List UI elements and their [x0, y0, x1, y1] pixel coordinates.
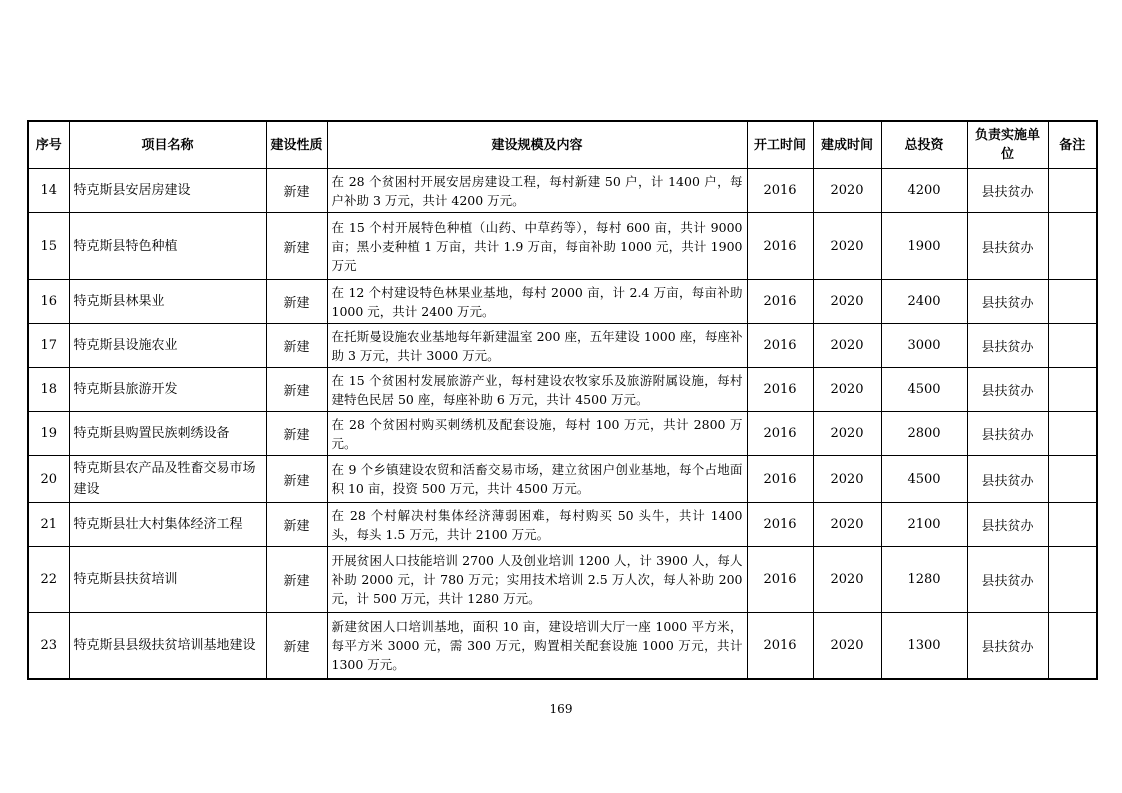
cell-investment: 1300: [881, 613, 967, 679]
cell-investment: 4500: [881, 368, 967, 412]
cell-unit: 县扶贫办: [967, 412, 1048, 456]
table-row: [28, 547, 1097, 613]
cell-unit: 县扶贫办: [967, 503, 1048, 547]
cell-remark: [1048, 280, 1097, 324]
cell-investment: 1280: [881, 547, 967, 613]
cell-name: 特克斯县扶贫培训: [69, 547, 266, 613]
cell-name: 特克斯县安居房建设: [69, 169, 266, 213]
cell-start: 2016: [747, 169, 813, 213]
cell-seq: 15: [28, 213, 69, 280]
cell-investment: 4500: [881, 456, 967, 503]
table-row: [28, 456, 1097, 503]
cell-investment: 3000: [881, 324, 967, 368]
cell-seq: 18: [28, 368, 69, 412]
table-row: [28, 280, 1097, 324]
cell-start: 2016: [747, 324, 813, 368]
cell-remark: [1048, 213, 1097, 280]
table-row: [28, 503, 1097, 547]
project-table: [27, 120, 1098, 680]
cell-nature: 新建: [266, 324, 327, 368]
cell-start: 2016: [747, 280, 813, 324]
header-investment: 总投资: [881, 121, 967, 169]
cell-remark: [1048, 613, 1097, 679]
cell-remark: [1048, 412, 1097, 456]
cell-start: 2016: [747, 412, 813, 456]
cell-start: 2016: [747, 547, 813, 613]
cell-nature: 新建: [266, 280, 327, 324]
header-content: 建设规模及内容: [327, 121, 747, 169]
cell-content: 在 28 个贫困村开展安居房建设工程，每村新建 50 户，计 1400 户，每户补助 3 万元，共计 4200 万元。: [327, 169, 747, 213]
cell-investment: 2800: [881, 412, 967, 456]
cell-remark: [1048, 547, 1097, 613]
cell-name: 特克斯县壮大村集体经济工程: [69, 503, 266, 547]
cell-unit: 县扶贫办: [967, 613, 1048, 679]
cell-nature: 新建: [266, 503, 327, 547]
cell-unit: 县扶贫办: [967, 547, 1048, 613]
cell-content: 在 9 个乡镇建设农贸和活畜交易市场，建立贫困户创业基地，每个占地面积 10 亩，投资 500 万元，共计 4500 万元。: [327, 456, 747, 503]
cell-remark: [1048, 368, 1097, 412]
header-seq: 序号: [28, 121, 69, 169]
cell-seq: 23: [28, 613, 69, 679]
cell-nature: 新建: [266, 456, 327, 503]
cell-end: 2020: [813, 324, 881, 368]
cell-seq: 19: [28, 412, 69, 456]
cell-investment: 2100: [881, 503, 967, 547]
cell-start: 2016: [747, 213, 813, 280]
cell-end: 2020: [813, 412, 881, 456]
cell-name: 特克斯县设施农业: [69, 324, 266, 368]
cell-start: 2016: [747, 613, 813, 679]
cell-name: 特克斯县购置民族刺绣设备: [69, 412, 266, 456]
cell-end: 2020: [813, 613, 881, 679]
cell-remark: [1048, 456, 1097, 503]
cell-investment: 4200: [881, 169, 967, 213]
page-number: 169: [549, 702, 573, 716]
cell-end: 2020: [813, 213, 881, 280]
cell-content: 在 28 个贫困村购买刺绣机及配套设施，每村 100 万元，共计 2800 万元。: [327, 412, 747, 456]
cell-end: 2020: [813, 503, 881, 547]
cell-seq: 14: [28, 169, 69, 213]
cell-unit: 县扶贫办: [967, 324, 1048, 368]
cell-content: 新建贫困人口培训基地，面积 10 亩，建设培训大厅一座 1000 平方米，每平方米 3000 元，需 300 万元，购置相关配套设施 1000 万元，共计 1300 万元。: [327, 613, 747, 679]
cell-unit: 县扶贫办: [967, 368, 1048, 412]
cell-nature: 新建: [266, 368, 327, 412]
cell-remark: [1048, 324, 1097, 368]
cell-nature: 新建: [266, 169, 327, 213]
cell-content: 在 15 个村开展特色种植（山药、中草药等），每村 600 亩，共计 9000 亩；黑小麦种植 1 万亩，共计 1.9 万亩，每亩补助 1000 元，共计 1900 万元: [327, 213, 747, 280]
cell-name: 特克斯县林果业: [69, 280, 266, 324]
cell-start: 2016: [747, 456, 813, 503]
table-header: [28, 121, 1097, 169]
cell-unit: 县扶贫办: [967, 456, 1048, 503]
cell-content: 在 15 个贫困村发展旅游产业，每村建设农牧家乐及旅游附属设施，每村建特色民居 50 座，每座补助 6 万元，共计 4500 万元。: [327, 368, 747, 412]
cell-end: 2020: [813, 368, 881, 412]
cell-name: 特克斯县农产品及牲畜交易市场建设: [69, 456, 266, 503]
cell-content: 在 12 个村建设特色林果业基地，每村 2000 亩，计 2.4 万亩，每亩补助 1000 元，共计 2400 万元。: [327, 280, 747, 324]
cell-content: 在 28 个村解决村集体经济薄弱困难，每村购买 50 头牛，共计 1400 头，每头 1.5 万元，共计 2100 万元。: [327, 503, 747, 547]
cell-seq: 20: [28, 456, 69, 503]
cell-unit: 县扶贫办: [967, 213, 1048, 280]
cell-unit: 县扶贫办: [967, 280, 1048, 324]
cell-seq: 17: [28, 324, 69, 368]
cell-remark: [1048, 169, 1097, 213]
header-nature: 建设性质: [266, 121, 327, 169]
cell-nature: 新建: [266, 412, 327, 456]
table-row: [28, 412, 1097, 456]
header-start: 开工时间: [747, 121, 813, 169]
table-body: [28, 169, 1097, 679]
cell-seq: 21: [28, 503, 69, 547]
cell-start: 2016: [747, 368, 813, 412]
cell-nature: 新建: [266, 613, 327, 679]
cell-seq: 22: [28, 547, 69, 613]
table-row: [28, 324, 1097, 368]
cell-end: 2020: [813, 280, 881, 324]
cell-name: 特克斯县旅游开发: [69, 368, 266, 412]
cell-content: 开展贫困人口技能培训 2700 人及创业培训 1200 人，计 3900 人，每人补助 2000 元，计 780 万元；实用技术培训 2.5 万人次，每人补助 200 元，计 500 万元，共计 1280 万元。: [327, 547, 747, 613]
cell-start: 2016: [747, 503, 813, 547]
table-row: [28, 368, 1097, 412]
header-name: 项目名称: [69, 121, 266, 169]
table-row: [28, 169, 1097, 213]
cell-name: 特克斯县县级扶贫培训基地建设: [69, 613, 266, 679]
cell-remark: [1048, 503, 1097, 547]
cell-content: 在托斯曼设施农业基地每年新建温室 200 座，五年建设 1000 座，每座补助 3 万元，共计 3000 万元。: [327, 324, 747, 368]
header-end: 建成时间: [813, 121, 881, 169]
cell-investment: 2400: [881, 280, 967, 324]
cell-investment: 1900: [881, 213, 967, 280]
cell-seq: 16: [28, 280, 69, 324]
table-row: [28, 613, 1097, 679]
header-remark: 备注: [1048, 121, 1097, 169]
table-row: [28, 213, 1097, 280]
cell-nature: 新建: [266, 547, 327, 613]
header-unit: 负责实施单位: [967, 121, 1048, 169]
cell-unit: 县扶贫办: [967, 169, 1048, 213]
cell-end: 2020: [813, 456, 881, 503]
cell-nature: 新建: [266, 213, 327, 280]
cell-end: 2020: [813, 169, 881, 213]
cell-name: 特克斯县特色种植: [69, 213, 266, 280]
cell-end: 2020: [813, 547, 881, 613]
